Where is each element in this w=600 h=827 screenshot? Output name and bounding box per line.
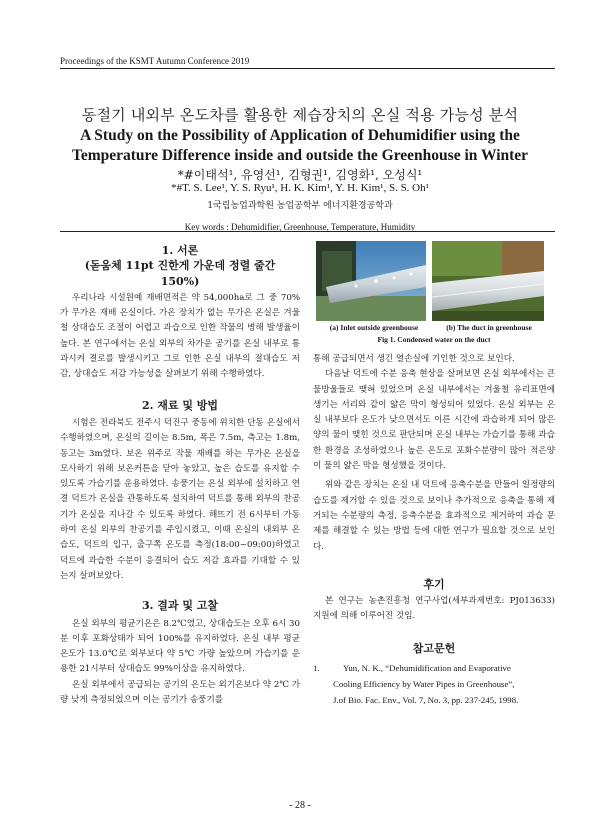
right-body-continued: 통해 공급되면서 생긴 열손실에 기인한 것으로 보인다. — [313, 354, 515, 364]
acknowledgment-heading: 후기 — [423, 577, 445, 591]
title-korean: 동절기 내외부 온도차를 활용한 제습장치의 온실 적용 가능성 분석 — [81, 106, 519, 124]
reference-line-3: J.of Bio. Fac. Env., Vol. 7, No. 3, pp. 237-245, 1998. — [333, 695, 519, 706]
page-number: - 28 - — [289, 800, 311, 811]
conference-header: Proceedings of the KSMT Autumn Conference 2019 — [60, 56, 250, 66]
section-1-heading: 1. 서론 — [161, 244, 199, 257]
references-heading: 참고문헌 — [412, 641, 456, 655]
figure-caption-b: (b) The duct in greenhouse — [446, 323, 532, 332]
affiliation: 1국립농업과학원 농업공학부 에너지환경공학과 — [207, 201, 393, 211]
section-1-body: 우리나라 시설원예 재배면적은 약 54,000ha로 그 중 70%가 무가온 재배 온실이다. 가온 장치가 없는 무가온 온실은 겨울철 상대습도 조절이 어렵고 과습으로 인한 작물의 병해 발생율이 높다. 본 연구에서는 온실 외부의 차가운 공기를 온실 내부로 통과시켜 결로를 발생시키고 그로 인한 온실 내부의 절대습도 저감, 상대습도 저감 가능성을 살펴보기 위해 수행하였다. — [60, 292, 300, 380]
section-2-heading: 2. 재료 및 방법 — [141, 398, 219, 412]
reference-item — [313, 660, 555, 708]
title-english-line-2: Temperature Difference inside and outside the Greenhouse in Winter — [71, 147, 529, 164]
header-rule — [60, 68, 555, 69]
section-3-body-2: 온실 외부에서 공급되는 공기의 온도는 외기온보다 약 2℃ 가량 낮게 측정되었으며 이는 공기가 송풍기를 — [60, 679, 300, 706]
title-english — [40, 126, 560, 166]
section-3-heading: 3. 결과 및 고찰 — [141, 599, 219, 613]
figure-photo-inlet — [316, 241, 426, 321]
reference-line-2: Cooling Efficiency by Water Pipes in Greenhouse”, — [333, 679, 515, 690]
reference-number: 1. — [313, 663, 320, 674]
right-body-condensation: 다음날 덕트에 수분 응축 현상을 살펴보면 온실 외부에서는 큰 물방울들로 맺혀 있었으며 온실 내부에서는 겨울철 유리표면에 생기는 서리와 같이 얇은 막이 형성되어 있었다. 온실 외부는 온실 내부보다 온도가 낮으면서도 이른 시간에 과습하게 되어 많은 양의 물이 맺힌 것으로 판단되며 온실 내부는 가습기를 통해 과습한 환경을 조성하였으나 높은 온도로 포화수분량이 많아 적은양이 물의 얇은 막을 형성했을 것이다. — [313, 369, 555, 472]
title-english-line-1: A Study on the Possibility of Application of Dehumidifier using the — [80, 127, 520, 144]
right-body-conclusion: 위와 같은 장치는 온실 내 덕트에 응축수분을 만들어 일정량의 습도를 제거할 수 있을 것으로 보이나 추가적으로 응축을 통해 제거되는 수분량의 측정, 응축수분을 효과적으로 제거하여 과습 문제를 해결할 수 있는 방법 등에 대한 연구가 필요할 것으로 보인다. — [313, 480, 555, 552]
figure-caption-a: (a) Inlet outside greenhouse — [329, 323, 419, 332]
section-1-subtitle-line-2: 150%) — [160, 274, 200, 288]
section-3-body-1: 온실 외부의 평균기온은 8.2℃였고, 상대습도는 오후 6시 30분 이후 포화상태가 되어 100%를 유지하였다. 온실 내부 평균온도가 13.0℃로 외부보다 약 5℃ 가량 높았으며 가습기를 운용한 21시부터 상대습도 99%이상을 유지하였다. — [60, 618, 300, 675]
keywords: Key words : Dehumidifier, Greenhouse, Temperature, Humidity — [184, 222, 416, 232]
acknowledgment-body: 본 연구는 농촌진흥청 연구사업(세부과제번호: PJ013633) 지원에 의해 이루어진 것임. — [313, 596, 555, 622]
figure-caption: Fig 1. Condensed water on the duct — [377, 335, 491, 344]
authors-english: *#T. S. Lee¹, Y. S. Ryu¹, H. K. Kim¹, Y. H. Kim¹, S. S. Oh¹ — [171, 182, 429, 194]
right-column — [313, 352, 555, 708]
reference-line-1: Yun, N. K., “Dehumidification and Evaporative — [343, 663, 511, 674]
figure-photo-duct — [432, 241, 544, 321]
left-column — [60, 243, 300, 708]
authors-korean: *#이태석¹, 유영선¹, 김형권¹, 김영화¹, 오성식¹ — [177, 168, 423, 182]
keywords-rule — [60, 231, 555, 232]
section-2-body: 시험은 전라북도 전주시 덕진구 중동에 위치한 단동 온실에서 수행하였으며, 온실의 길이는 8.5m, 폭은 7.5m, 측고는 1.8m, 동고는 3m였다. 보온 위주로 작물 재배를 하는 무가온 온실을 모사하기 위해 보온커튼을 닫아 놓았고, 높은 습도를 유지할 수 있도록 가습기를 운용하였다. 송풍기는 온실 외부에 설치하고 연결 덕트가 온실을 관통하도록 설치하여 덕트를 통해 외부의 찬공기가 온실을 지나갈 수 있도록 하였다. 해뜨기 전 6시부터 가동하여 온실 외부의 찬공기를 주입시켰고, 이때 온실의 내외부 온습도, 덕트의 입구, 출구쪽 온도를 측정(18:00~09:00)하였고 덕트에 과습한 수분이 응결되어 습도 저감 효과를 기대할 수 있는지 살펴보았다. — [60, 417, 300, 581]
section-1-subtitle-line-1: (돋움체 11pt 진한게 가운데 정렬 줄간 — [84, 259, 276, 273]
